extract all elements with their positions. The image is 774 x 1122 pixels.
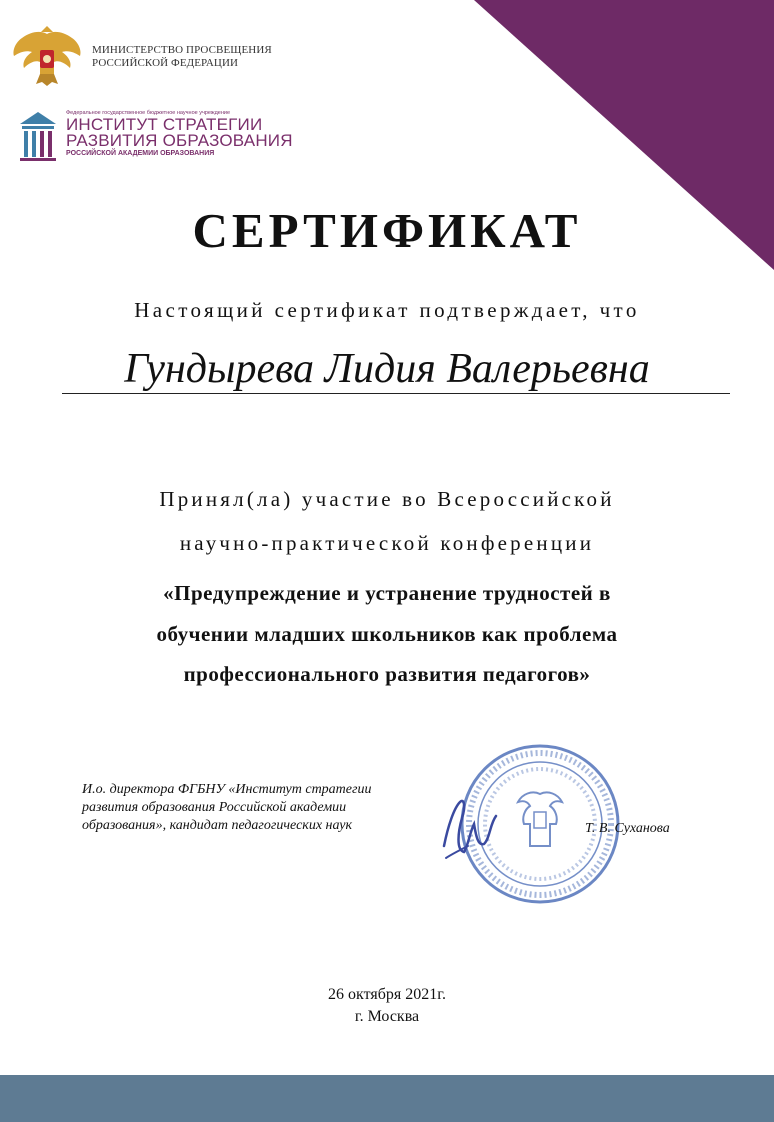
issue-date: 26 октября 2021г. bbox=[328, 986, 446, 1003]
signatory-name: Т. В. Суханова bbox=[585, 821, 670, 836]
topic-line3: профессионального развития педагогов» bbox=[183, 662, 591, 686]
signatory-line3: образования», кандидат педагогических наук bbox=[82, 818, 353, 833]
ministry-name-line2: РОССИЙСКОЙ ФЕДЕРАЦИИ bbox=[92, 57, 239, 69]
ministry-name-line1: МИНИСТЕРСТВО ПРОСВЕЩЕНИЯ bbox=[92, 44, 272, 56]
eagle-emblem-icon bbox=[10, 26, 84, 88]
institute-name-line2: РАЗВИТИЯ ОБРАЗОВАНИЯ bbox=[66, 131, 293, 150]
participation-line2: научно-практической конференции bbox=[179, 531, 595, 555]
signatory-line1: И.о. директора ФГБНУ «Институт стратегии bbox=[82, 782, 372, 797]
institute-building-icon bbox=[18, 110, 58, 162]
signatory-line2: развития образования Российской академии bbox=[82, 800, 347, 815]
institute-name-line3: РОССИЙСКОЙ АКАДЕМИИ ОБРАЗОВАНИЯ bbox=[66, 150, 215, 157]
topic-line1: «Предупреждение и устранение трудностей в bbox=[163, 581, 611, 605]
institute-logo bbox=[18, 110, 293, 162]
confirm-text: Настоящий сертификат подтверждает, что bbox=[134, 298, 640, 322]
institute-type-text: Федеральное государственное бюджетное научное учреждение bbox=[66, 110, 231, 116]
topic-line2: обучении младших школьников как проблема bbox=[156, 622, 618, 646]
name-underline bbox=[62, 393, 730, 394]
recipient-name: Гундырева Лидия Валерьевна bbox=[124, 346, 650, 392]
institute-name-line1: ИНСТИТУТ СТРАТЕГИИ bbox=[66, 115, 263, 134]
footer-bar bbox=[0, 1075, 774, 1122]
signatory-position bbox=[82, 781, 371, 835]
certificate-title: СЕРТИФИКАТ bbox=[192, 203, 582, 258]
participation-line1: Принял(ла) участие во Всероссийской bbox=[159, 487, 615, 511]
issue-city: г. Москва bbox=[354, 1008, 420, 1025]
ministry-logo bbox=[10, 26, 272, 88]
